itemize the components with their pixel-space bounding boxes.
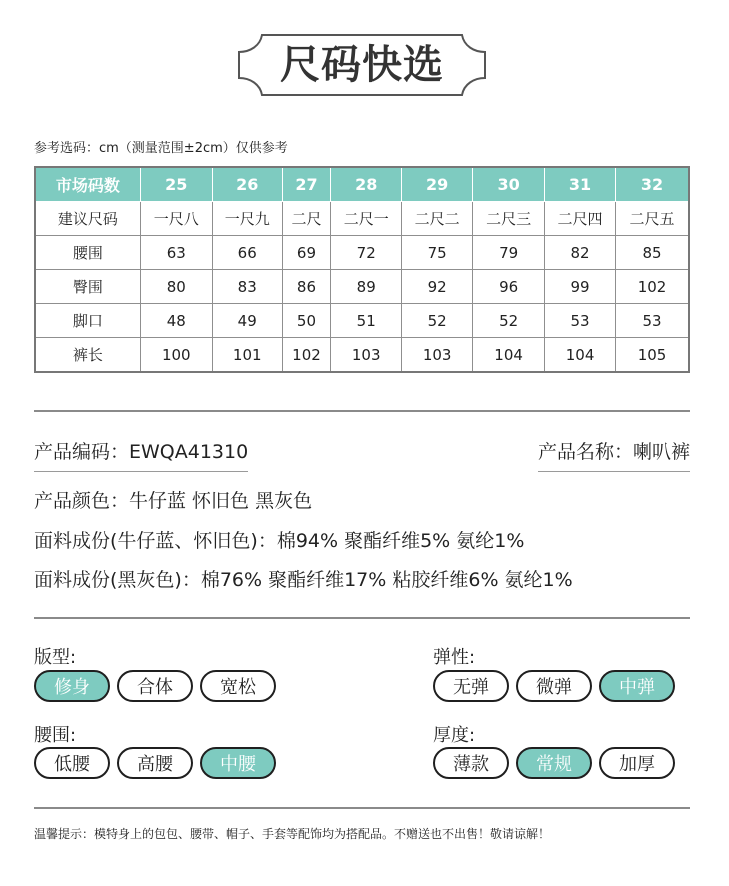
table-header-cell: 25 (140, 167, 212, 202)
table-cell: 建议尺码 (35, 202, 140, 236)
table-cell: 二尺一 (331, 202, 402, 236)
title-badge (236, 32, 488, 98)
table-cell: 52 (473, 304, 545, 338)
waist-option-high[interactable]: 高腰 (117, 747, 193, 779)
table-cell: 103 (331, 338, 402, 373)
table-cell: 86 (282, 270, 331, 304)
table-cell: 83 (212, 270, 282, 304)
elasticity-option-slight[interactable]: 微弹 (516, 670, 592, 702)
table-cell: 53 (616, 304, 689, 338)
product-code: 产品编码：EWQA41310 (34, 437, 248, 472)
table-cell: 92 (402, 270, 473, 304)
fabric-composition-1: 面料成份(牛仔蓝、怀旧色)：棉94% 聚酯纤维5% 氨纶1% (34, 530, 525, 552)
product-colors: 产品颜色：牛仔蓝 怀旧色 黑灰色 (34, 490, 313, 512)
table-cell: 96 (473, 270, 545, 304)
thickness-option-thin[interactable]: 薄款 (433, 747, 509, 779)
table-row (35, 270, 689, 304)
table-cell: 52 (402, 304, 473, 338)
table-header-cell: 31 (545, 167, 616, 202)
fit-label: 版型: (34, 647, 77, 668)
table-cell: 89 (331, 270, 402, 304)
table-header-row (35, 167, 689, 202)
size-table (34, 166, 690, 373)
table-row (35, 304, 689, 338)
table-cell: 二尺二 (402, 202, 473, 236)
table-cell: 一尺九 (212, 202, 282, 236)
divider (34, 410, 690, 412)
table-cell: 二尺三 (473, 202, 545, 236)
table-cell: 50 (282, 304, 331, 338)
table-row (35, 338, 689, 373)
elasticity-option-none[interactable]: 无弹 (433, 670, 509, 702)
table-cell: 53 (545, 304, 616, 338)
warm-tip: 温馨提示：模特身上的包包、腰带、帽子、手套等配饰均为搭配品。不赠送也不出售！敬请谅解！ (34, 827, 551, 841)
table-cell: 裤长 (35, 338, 140, 373)
table-cell: 66 (212, 236, 282, 270)
table-header-cell: 32 (616, 167, 689, 202)
table-cell: 102 (616, 270, 689, 304)
table-cell: 104 (545, 338, 616, 373)
table-cell: 104 (473, 338, 545, 373)
table-cell: 85 (616, 236, 689, 270)
table-cell: 99 (545, 270, 616, 304)
table-row (35, 202, 689, 236)
waist-option-mid[interactable]: 中腰 (200, 747, 276, 779)
table-cell: 脚口 (35, 304, 140, 338)
table-cell: 二尺四 (545, 202, 616, 236)
table-cell: 75 (402, 236, 473, 270)
thickness-option-thick[interactable]: 加厚 (599, 747, 675, 779)
table-header-cell: 市场码数 (35, 167, 140, 202)
waist-option-low[interactable]: 低腰 (34, 747, 110, 779)
table-cell: 82 (545, 236, 616, 270)
table-cell: 101 (212, 338, 282, 373)
table-header-cell: 26 (212, 167, 282, 202)
table-header-cell: 28 (331, 167, 402, 202)
table-header-cell: 30 (473, 167, 545, 202)
table-cell: 一尺八 (140, 202, 212, 236)
table-cell: 72 (331, 236, 402, 270)
fit-option-slim[interactable]: 修身 (34, 670, 110, 702)
product-name: 产品名称：喇叭裤 (538, 437, 690, 472)
table-row (35, 236, 689, 270)
table-cell: 80 (140, 270, 212, 304)
divider (34, 617, 690, 619)
elasticity-label: 弹性: (433, 647, 476, 668)
table-cell: 105 (616, 338, 689, 373)
fit-option-loose[interactable]: 宽松 (200, 670, 276, 702)
table-cell: 臀围 (35, 270, 140, 304)
divider (34, 807, 690, 809)
waist-label: 腰围: (34, 725, 77, 746)
fabric-composition-2: 面料成份(黑灰色)：棉76% 聚酯纤维17% 粘胶纤维6% 氨纶1% (34, 569, 573, 591)
table-cell: 79 (473, 236, 545, 270)
table-cell: 49 (212, 304, 282, 338)
elasticity-option-medium[interactable]: 中弹 (599, 670, 675, 702)
table-header-cell: 29 (402, 167, 473, 202)
table-cell: 102 (282, 338, 331, 373)
table-cell: 二尺五 (616, 202, 689, 236)
table-header-cell: 27 (282, 167, 331, 202)
table-cell: 100 (140, 338, 212, 373)
reference-note: 参考选码：cm（测量范围±2cm）仅供参考 (34, 141, 288, 156)
table-cell: 51 (331, 304, 402, 338)
table-cell: 103 (402, 338, 473, 373)
table-cell: 48 (140, 304, 212, 338)
fit-option-regular[interactable]: 合体 (117, 670, 193, 702)
page-title: 尺码快选 (280, 42, 444, 88)
thickness-label: 厚度: (433, 725, 476, 746)
thickness-option-regular[interactable]: 常规 (516, 747, 592, 779)
table-cell: 63 (140, 236, 212, 270)
table-cell: 二尺 (282, 202, 331, 236)
table-cell: 腰围 (35, 236, 140, 270)
table-cell: 69 (282, 236, 331, 270)
